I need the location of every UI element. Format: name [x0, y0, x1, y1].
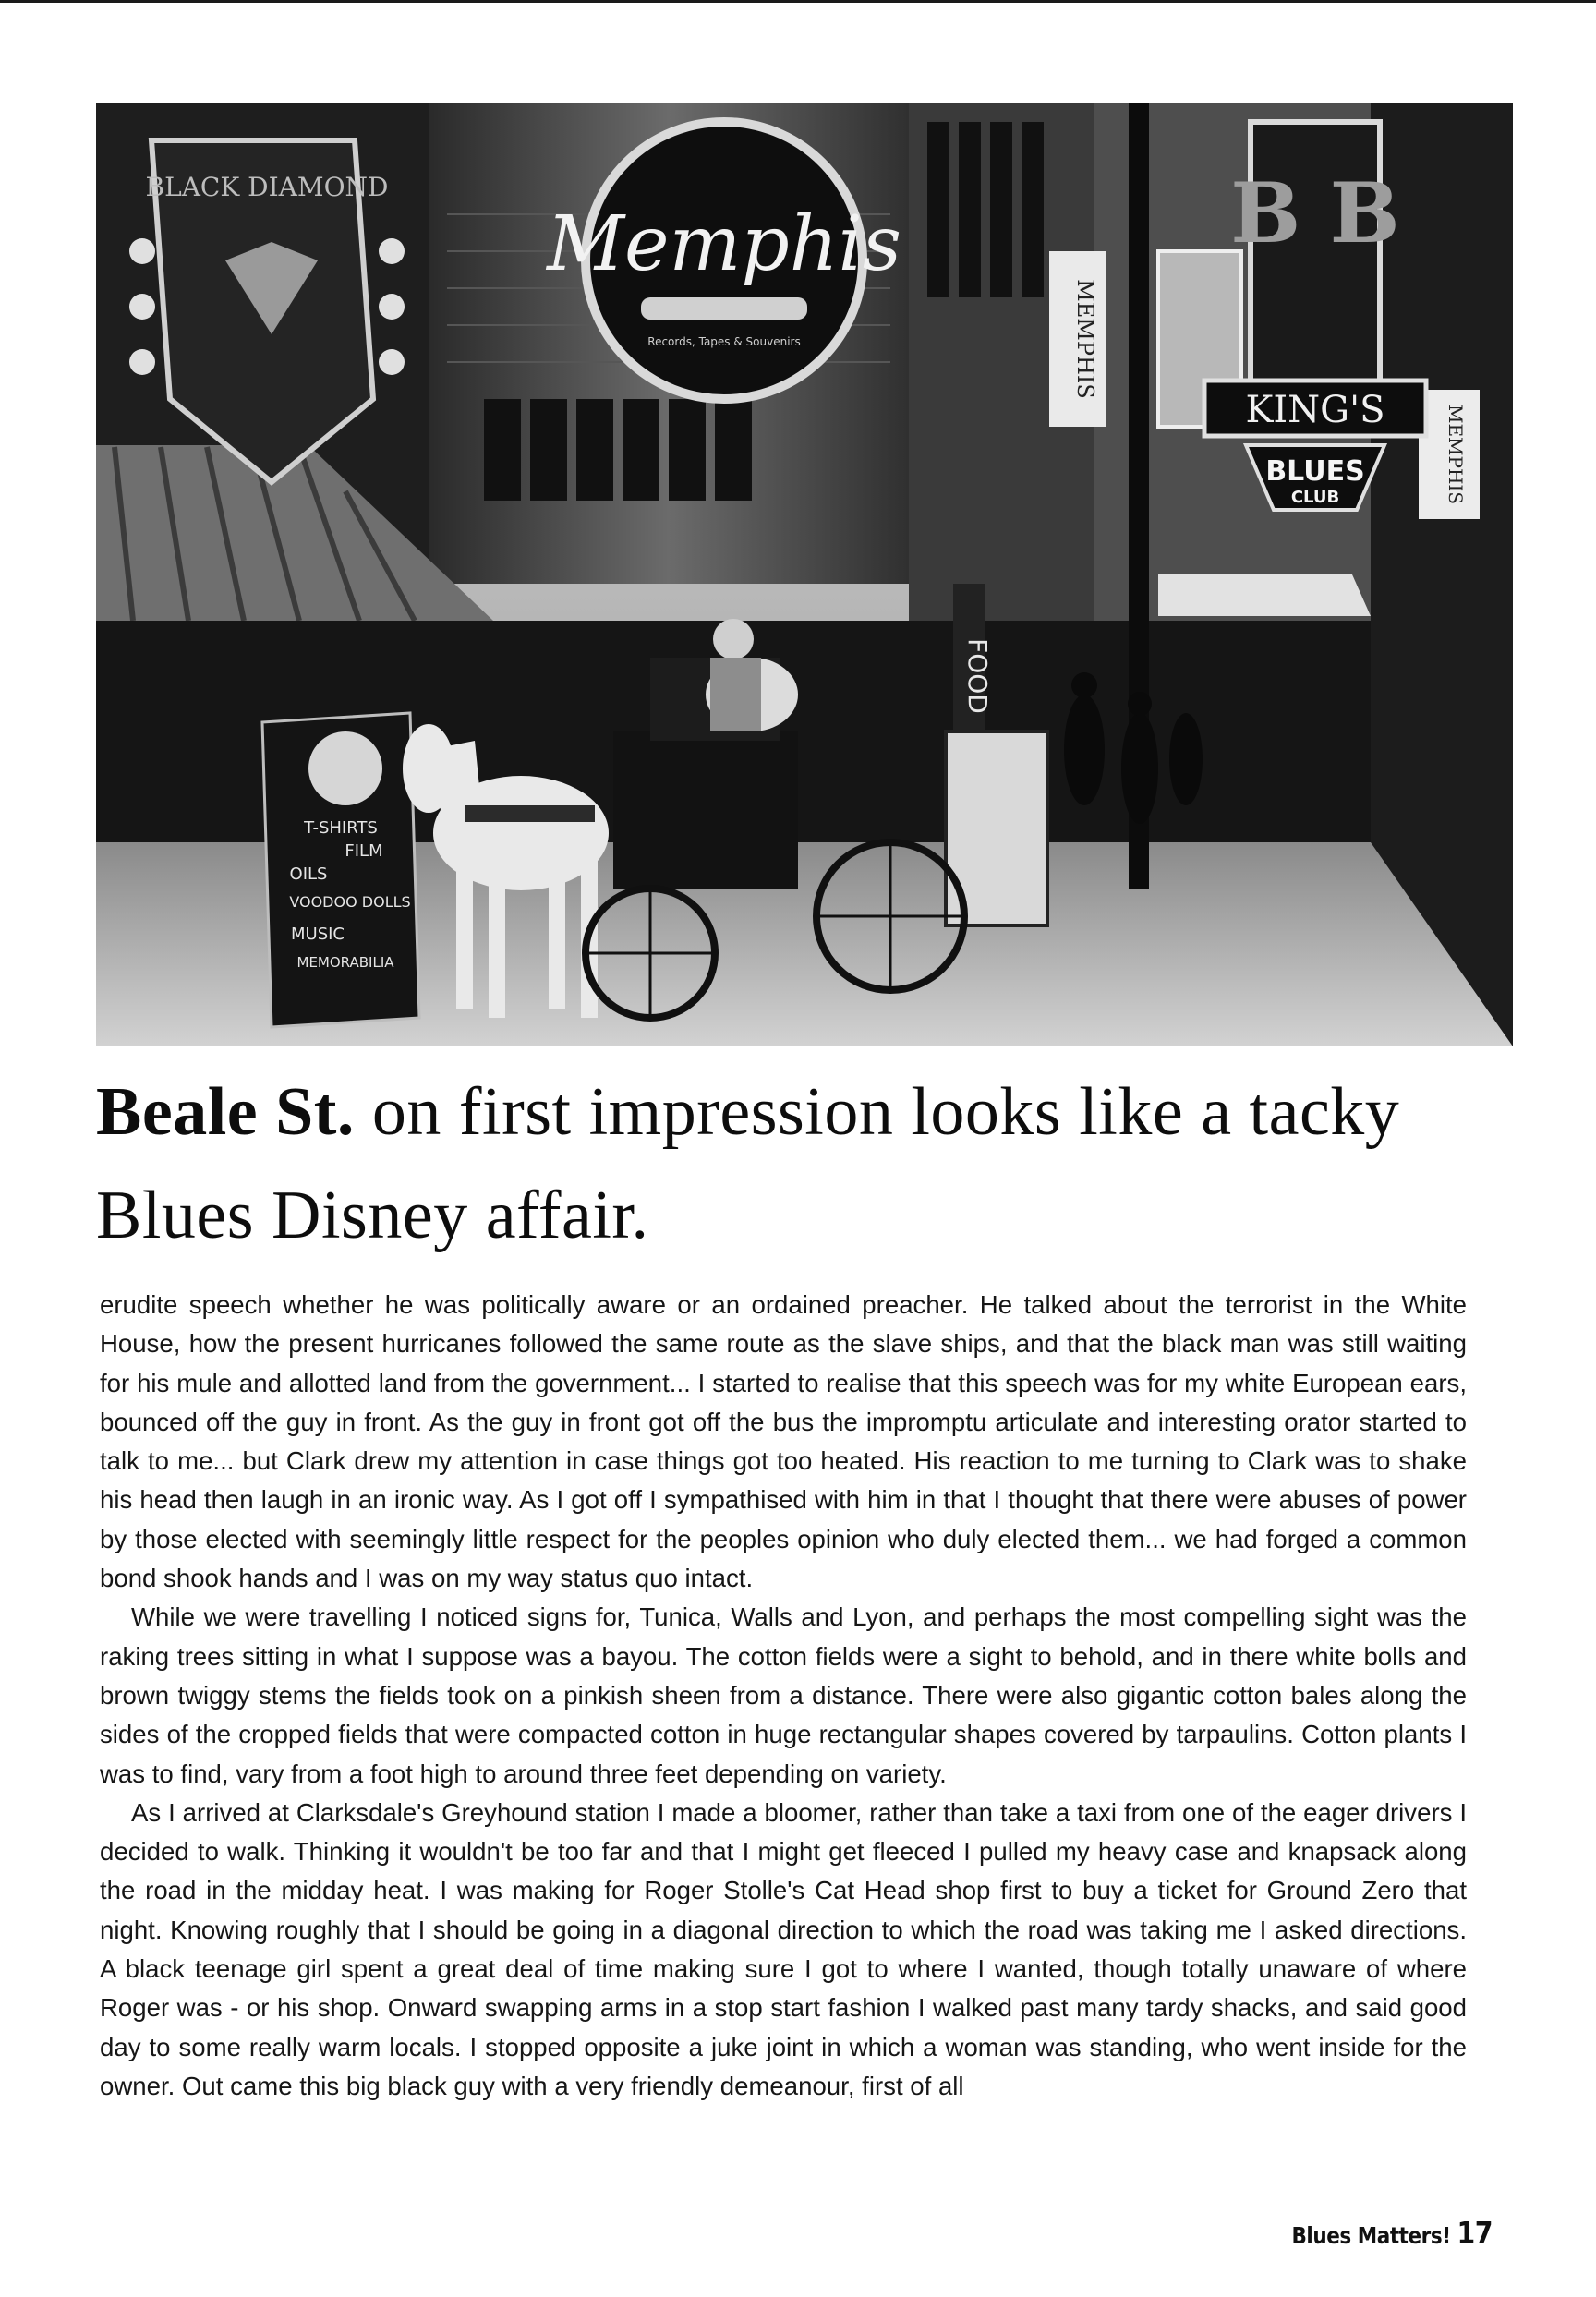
svg-text:Records, Tapes & Souvenirs: Records, Tapes & Souvenirs	[647, 335, 801, 348]
svg-text:KING'S: KING'S	[1245, 389, 1385, 431]
svg-text:T-SHIRTS: T-SHIRTS	[304, 818, 378, 838]
svg-text:Memphis: Memphis	[547, 200, 901, 288]
svg-text:FILM: FILM	[345, 841, 383, 861]
shop-board	[262, 713, 419, 1027]
svg-text:OILS: OILS	[289, 864, 328, 884]
svg-text:FOOD: FOOD	[962, 638, 993, 714]
article-body	[100, 1286, 1467, 2106]
page-number: 17	[1457, 2215, 1493, 2251]
headline-lead: Beale St.	[96, 1074, 355, 1150]
svg-text:BLACK DIAMOND: BLACK DIAMOND	[145, 172, 389, 202]
svg-text:MEMPHIS: MEMPHIS	[1072, 279, 1098, 399]
svg-text:BLUES: BLUES	[1265, 455, 1365, 488]
svg-text:MUSIC: MUSIC	[290, 925, 345, 944]
magazine-name: Blues Matters!	[1291, 2222, 1451, 2249]
svg-text:MEMPHIS: MEMPHIS	[1445, 404, 1467, 505]
svg-text:MEMORABILIA: MEMORABILIA	[296, 954, 394, 971]
page-folio	[1291, 2215, 1493, 2251]
paragraph: erudite speech whether he was politically aware or an ordained preacher. He talked about the terrorist in the White House, how the present hurricanes followed the same route as the slave ships, and that the black man was still waiting for his mule and allotted land from the government... I started to realise that this speech was for my white European ears, bounced off the guy in front. As the guy in front got off the bus the impromptu articulate and interesting orator started to talk to me... but Clark drew my attention in case things got too heated. His reaction to me turning to Clark was to shake his head then laugh in an ironic way. As I got off I sympathised with him in that I thought that there were abuses of power by those elected with seemingly little respect for the peoples opinion who duly elected them... we had forged a common bond shook hands and I was on my way status quo intact.	[100, 1290, 1467, 1593]
page-edge	[0, 0, 1596, 3]
headline-rest: on first impression looks like a tacky Blues Disney affair.	[96, 1074, 1400, 1253]
beale-street-photo	[96, 103, 1513, 1046]
paragraph: While we were travelling I noticed signs for, Tunica, Walls and Lyon, and perhaps the most compelling sight was the raking trees sitting in what I suppose was a bayou. The cotton fields were a sight to behold, and in there white bolls and brown twiggy stems the fields took on a pinkish sheen from a distance. There were also gigantic cotton bales along the sides of the cropped fields that were compacted cotton in huge rectangular shapes covered by tarpaulins. Cotton plants I was to find, vary from a foot high to around three feet depending on variety.	[100, 1602, 1467, 1788]
svg-text:VOODOO DOLLS: VOODOO DOLLS	[289, 893, 411, 911]
pull-quote-headline	[96, 1060, 1518, 1267]
svg-text:CLUB: CLUB	[1290, 488, 1340, 507]
paragraph: As I arrived at Clarksdale's Greyhound station I made a bloomer, rather than take a taxi from one of the eager drivers I decided to walk. Thinking it wouldn't be too far and that I might get fleeced I pulled my heavy case and knapsack along the road in the midday heat. I was making for Roger Stolle's Cat Head shop first to buy a ticket for Ground Zero that night. Knowing roughly that I should be going in a diagonal direction to which the road was taking me I asked directions. A black teenage girl spent a great deal of time making sure I got to where I wanted, though totally unaware of where Roger was - or his shop. Onward swapping arms in a stop start fashion I walked past many tardy shacks, and said good day to some really warm locals. I stopped opposite a juke joint in which a woman was standing, who went inside for the owner. Out came this big black guy with a very friendly demeanour, first of all	[100, 1797, 1467, 2100]
memphis-banner-left	[1049, 251, 1106, 427]
svg-text:B B: B B	[1230, 164, 1400, 262]
